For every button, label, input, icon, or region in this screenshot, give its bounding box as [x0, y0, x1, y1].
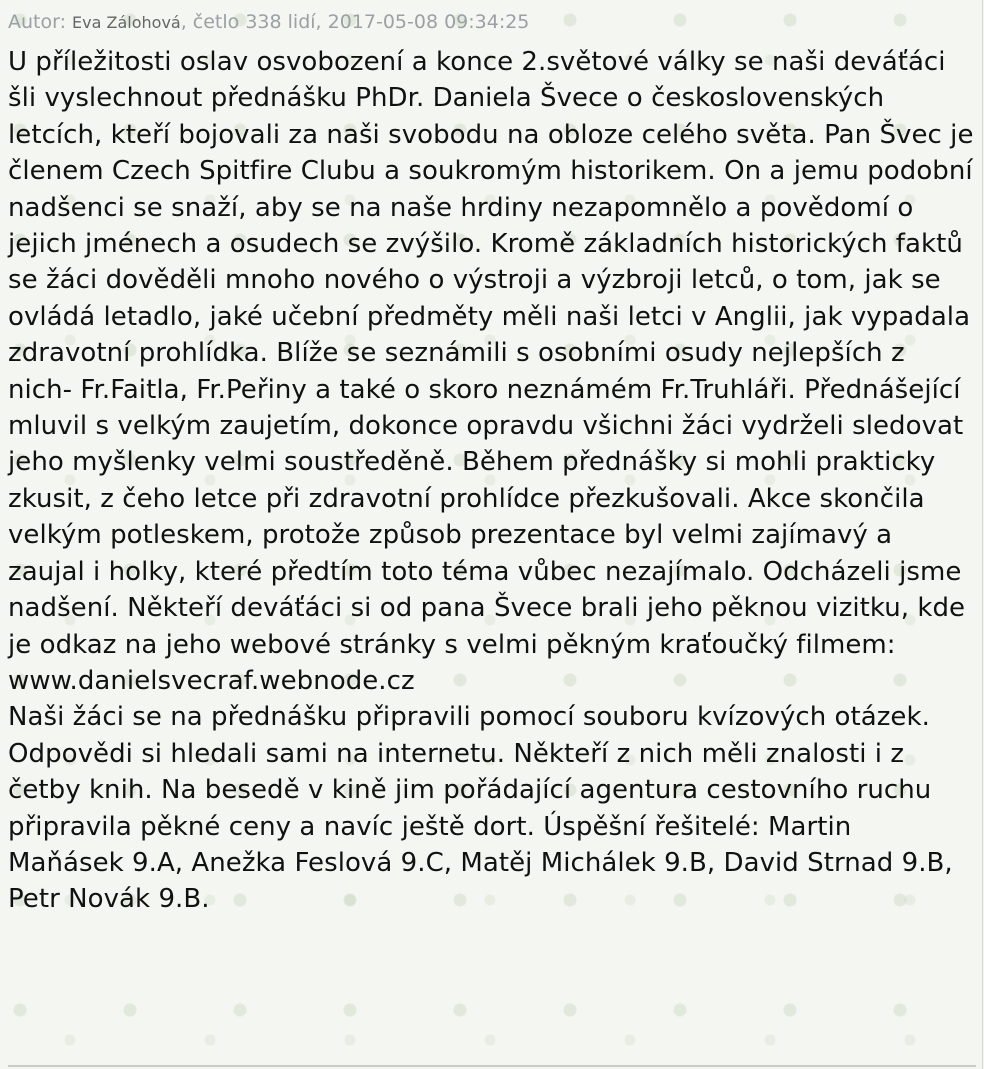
- author-label: Autor:: [8, 11, 73, 33]
- bottom-border: [8, 1065, 976, 1067]
- article: [8, 0, 976, 1069]
- paragraph: Naši žáci se na přednášku připravili pomocí souboru kvízových otázek. Odpovědi si hledali sami na internetu. Někteří z nich měli znalosti i z četby knih. Na besedě v kině jim pořádající agentura cestovního ruchu připravila pěkné ceny a navíc ještě dort. Úspěšní řešitelé: Martin Maňásek 9.A, Anežka Feslová 9.C, Matěj Michálek 9.B, David Strnad 9.B, Petr Novák 9.B.: [8, 702, 953, 915]
- website-link[interactable]: www.danielsvecraf.webnode.cz: [8, 665, 415, 696]
- article-body: [8, 44, 974, 918]
- article-stats: , četlo 338 lidí, 2017-05-08 09:34:25: [180, 11, 530, 33]
- author-name: Eva Zálohová: [72, 13, 181, 32]
- article-meta: [8, 9, 529, 35]
- paragraph: U příležitosti oslav osvobození a konce 2.světové války se naši deváťáci šli vyslechnout přednášku PhDr. Daniela Švece o československých letcích, kteří bojovali za naši svobodu na obloze celého světa. Pan Švec je členem Czech Spitfire Clubu a soukromým historikem. On a jemu podobní nadšenci se snaží, aby se na naše hrdiny nezapomnělo a povědomí o jejich jménech a osudech se zvýšilo. Kromě základních historických faktů se žáci dověděli mnoho nového o výstroji a výzbroji letců, o tom, jak se ovládá letadlo, jaké učební předměty měli naši letci v Anglii, jak vypadala zdravotní prohlídka. Blíže se seznámili s osobními osudy nejlepších z nich- Fr.Faitla, Fr.Peřiny a také o skoro neznámém Fr.Truhláři. Přednášející mluvil s velkým zaujetím, dokonce opravdu všichni žáci vydrželi sledovat jeho myšlenky velmi soustředěně. Během přednášky si mohli prakticky zkusit, z čeho letce při zdravotní prohlídce přezkušovali. Akce skončila velkým potleskem, protože způsob prezentace byl velmi zajímavý a zaujal i holky, které předtím toto téma vůbec nezajímalo. Odcházeli jsme nadšení. Někteří deváťáci si od pana Švece brali jeho pěknou vizitku, kde je odkaz na jeho webové stránky s velmi pěkným kraťoučký filmem:: [8, 47, 974, 660]
- right-border: [982, 0, 983, 1069]
